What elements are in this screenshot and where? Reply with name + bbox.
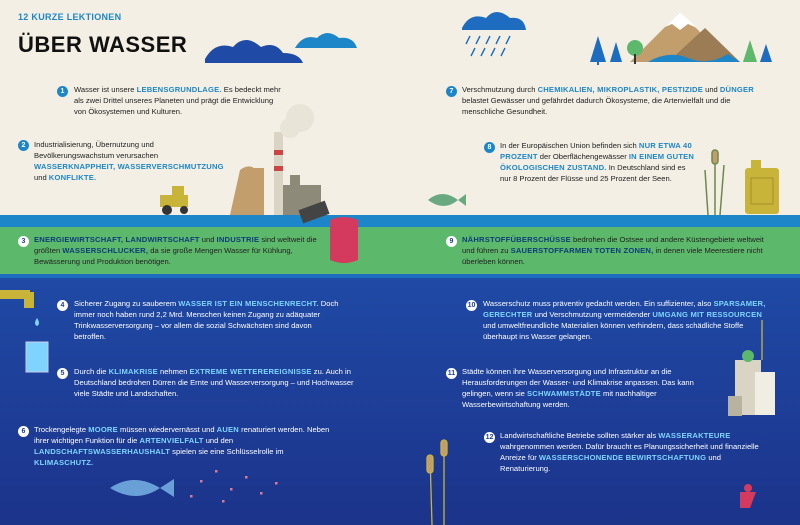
microplastic-icon [190,470,278,503]
item-number: 9 [446,236,457,247]
item-number: 8 [484,142,495,153]
item-text-10: Wasserschutz muss präventiv gedacht werden. Ein suffizienter, also SPARSAMER, GERECHTER und Verschmutzung vermeidender UMGANG MIT RESSOURCEN und umweltfreundliche Materialien können verhindern, dass schädliche Stoffe überhaupt ins Wasser gelangen. [483,299,766,341]
item-text-1: Wasser ist unsere LEBENSGRUNDLAGE. Es bedeckt mehr als zwei Drittel unseres Planeten und prägt die Entwicklung von Ökosystemen und Kulturen. [74,85,281,116]
page-title: ÜBER WASSER [18,32,188,57]
cloud-icon [295,33,357,48]
canister-icon [745,160,779,214]
item-text-8: In der Europäischen Union befinden sich NUR ETWA 40 PROZENT der Oberflächengewässer IN EINEM GUTEN ÖKOLOGISCHEN ZUSTAND. In Deutschland sind es nur 8 Prozent der Flüsse und 25 Prozent der Seen. [500,141,695,183]
item-number: 1 [57,86,68,97]
item-number: 5 [57,368,68,379]
rain-icon [466,36,510,56]
kicker: 12 KURZE LEKTIONEN [18,12,122,22]
item-number: 4 [57,300,68,311]
item-number: 3 [18,236,29,247]
tree-icon [590,36,622,65]
factory-icon [230,104,321,215]
item-text-2: Industrialisierung, Übernutzung und Bevölkerungswachstum verursachen WASSERKNAPPHEIT, WASSERVERSCHMUTZUNG und KONFLIKTE. [34,140,224,182]
buoy-icon [740,484,756,508]
glass-icon [26,342,48,372]
item-number: 2 [18,140,29,151]
item-text-4: Sicherer Zugang zu sauberem WASSER IST EIN MENSCHENRECHT. Doch immer noch haben rund 2,2 Mrd. Menschen keinen Zugang zu adäquater Trinkwasserversorgung – vor allem die sozial Schwächsten sind davon betroffen. [74,299,339,341]
item-text-5: Durch die KLIMAKRISE nehmen EXTREME WETTEREREIGNISSE zu. Auch in Deutschland bedrohen Dürren die Ernte und Wasserversorgung – und Hochwasser viele Städte und Landschaften. [74,367,354,398]
item-text-6: Trockengelegte MOORE müssen wiedervernässt und AUEN renaturiert werden. Neben ihrer wichtigen Funktion für die ARTENVIELFALT und den LANDSCHAFTSWASSERHAUSHALT spielen sie eine Schlüsselrolle im KLIMASCHUTZ. [34,425,330,467]
item-number: 11 [447,370,456,377]
rain-cloud-icon [462,12,526,30]
tap-icon [0,290,39,326]
item-number: 10 [467,302,476,309]
reed-icon [705,150,724,215]
mountain-icon [630,12,740,62]
item-text-7: Verschmutzung durch CHEMIKALIEN, MIKROPLASTIK, PESTIZIDE und DÜNGER belastet Gewässer und gefährdet dadurch Ökosysteme, die Artenvielfalt und die menschliche Gesundheit. [462,85,754,116]
fish-icon [428,194,466,206]
fish-icon [110,479,174,497]
reed-icon [427,440,447,525]
item-text-12: Landwirtschaftliche Betriebe sollten stärker als WASSERAKTEURE wahrgenommen werden. Dafür braucht es Planungssicherheit und finanzielle Anreize für WASSERSCHONENDE BEWIRTSCHAFTUNG und Renaturierung. [500,431,759,473]
item-text-11: Städte können ihre Wasserversorgung und Infrastruktur an die Herausforderungen der Wasser- und Klimakrise anpassen. Das kann gelingen, wenn sie SCHWAMMSTÄDTE mit nachhaltiger Wasserbewirtschaftung werden. [462,367,694,409]
tractor-icon [160,186,188,215]
item-number: 6 [18,426,29,437]
item-text-9: NÄHRSTOFFÜBERSCHÜSSE bedrohen die Ostsee und andere Küstengebiete weltweit und führen zu SAUERSTOFFARMEN TOTEN ZONEN, in denen viele Meerestiere nicht überleben können. [462,235,764,266]
item-number: 12 [485,434,494,441]
cloud-icon [205,40,303,63]
item-number: 7 [446,86,457,97]
item-text-3: ENERGIEWIRTSCHAFT, LANDWIRTSCHAFT und INDUSTRIE sind weltweit die größten WASSERSCHLUCKER, da sie große Mengen Wasser für Kühlung, Bewässerung und Produktion benötigen. [34,235,317,266]
